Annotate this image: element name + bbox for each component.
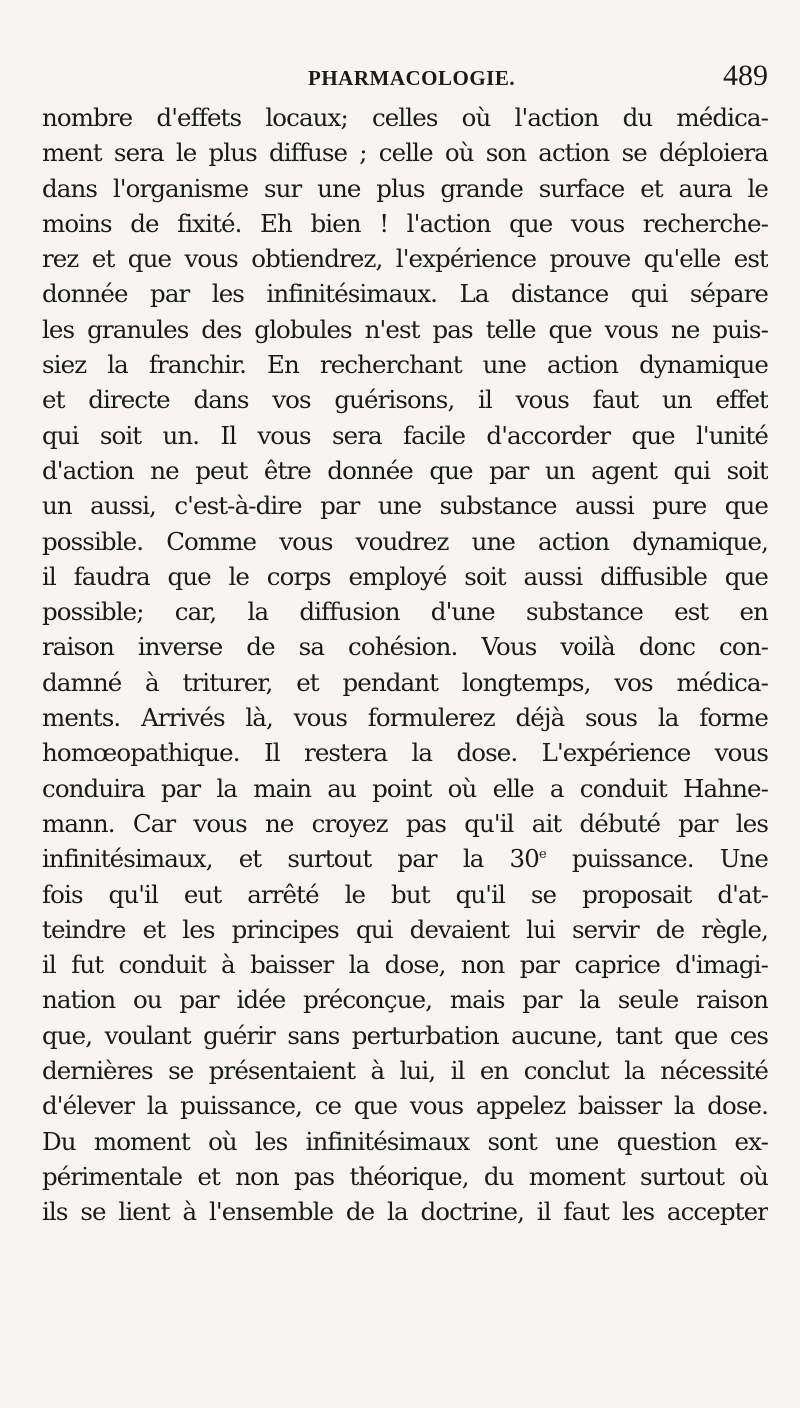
text-line: rez et que vous obtiendrez, l'expérience prouve qu'elle est (42, 244, 768, 274)
text-line: que, voulant guérir sans perturbation aucune, tant que ces (42, 1020, 768, 1050)
text-line: qui soit un. Il vous sera facile d'accorder que l'unité (42, 420, 768, 450)
text-line: dans l'organisme sur une plus grande surface et aura le (42, 173, 768, 203)
text-line: conduira par la main au point où elle a conduit Hahne- (42, 773, 768, 803)
text-line: les granules des globules n'est pas telle que vous ne puis- (42, 314, 768, 344)
text-line: homœopathique. Il restera la dose. L'expérience vous (42, 738, 768, 768)
page-number: 489 (723, 59, 768, 92)
text-line: ments. Arrivés là, vous formulerez déjà sous la forme (42, 703, 768, 733)
text-line: il fut conduit à baisser la dose, non par caprice d'imagi- (42, 950, 768, 980)
text-segment: infinitésimaux, et surtout par la 30 (42, 844, 539, 874)
text-line: possible. Comme vous voudrez une action dynamique, (42, 526, 768, 556)
text-line: possible; car, la diffusion d'une substance est en (42, 597, 768, 627)
text-line: ils se lient à l'ensemble de la doctrine, il faut les accepter (42, 1197, 768, 1227)
book-page (42, 58, 768, 1230)
text-line: damné à triturer, et pendant longtemps, vos médica- (42, 667, 768, 697)
text-line: d'action ne peut être donnée que par un agent qui soit (42, 455, 768, 485)
text-line: moins de fixité. Eh bien ! l'action que vous recherche- (42, 208, 768, 238)
text-line: mann. Car vous ne croyez pas qu'il ait débuté par les (42, 808, 768, 838)
text-line-with-superscript (42, 841, 768, 876)
text-line: raison inverse de sa cohésion. Vous voilà donc con- (42, 632, 768, 662)
text-line: ment sera le plus diffuse ; celle où son action se déploiera (42, 138, 768, 168)
text-segment: puissance. Une (545, 844, 768, 874)
text-line: teindre et les principes qui devaient lui servir de règle, (42, 914, 768, 944)
text-line: nation ou par idée préconçue, mais par la seule raison (42, 985, 768, 1015)
running-title: PHARMACOLOGIE. (308, 66, 516, 90)
text-line: périmentale et non pas théorique, du moment surtout où (42, 1161, 768, 1191)
text-line: nombre d'effets locaux; celles où l'action du médica- (42, 103, 768, 132)
text-line: Du moment où les infinitésimaux sont une question ex- (42, 1126, 768, 1156)
text-line: donnée par les infinitésimaux. La distance qui sépare (42, 279, 768, 309)
body-text (42, 100, 768, 1230)
text-line: d'élever la puissance, ce que vous appelez baisser la dose. (42, 1091, 768, 1121)
text-line: siez la franchir. En recherchant une action dynamique (42, 350, 768, 380)
text-line: il faudra que le corps employé soit aussi diffusible que (42, 561, 768, 591)
text-line: fois qu'il eut arrêté le but qu'il se proposait d'at- (42, 879, 768, 909)
page-header (42, 58, 768, 98)
text-line: un aussi, c'est-à-dire par une substance aussi pure que (42, 491, 768, 521)
superscript: e (538, 847, 546, 863)
text-line: dernières se présentaient à lui, il en conclut la nécessité (42, 1056, 768, 1086)
text-line: et directe dans vos guérisons, il vous faut un effet (42, 385, 768, 415)
